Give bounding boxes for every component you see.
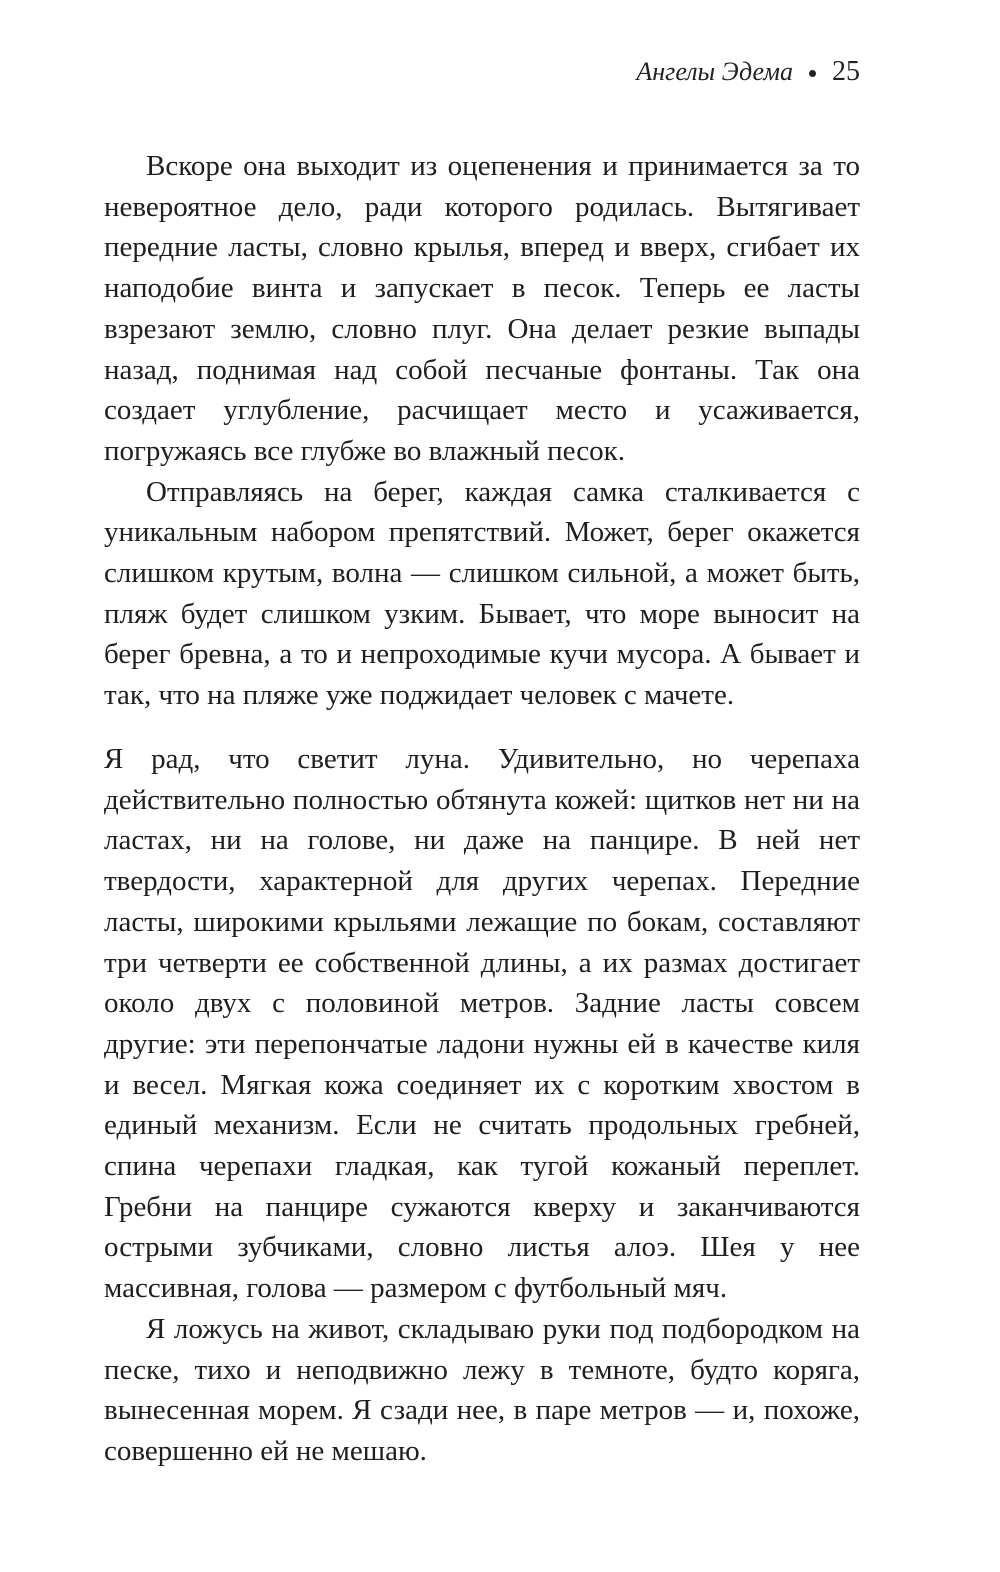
paragraph-2: Отправляясь на берег, каждая самка сталкивается с уникальным набором препятствий. Может, берег окажется слишком крутым, волна — слишком сильной, а может быть, пляж будет слишком узким. Бывает, что море выносит на берег бревна, а то и непроходимые кучи мусора. А бывает и так, что на пляже уже поджидает человек с мачете.: [104, 475, 860, 712]
text-section-1: [104, 146, 860, 716]
paragraph-4: Я ложусь на живот, складываю руки под подбородком на песке, тихо и неподвижно лежу в темноте, будто коряга, вынесенная морем. Я сзади нее, в паре метров — и, похоже, совершенно ей не мешаю.: [104, 1312, 860, 1467]
paragraph-3: Я рад, что светит луна. Удивительно, но черепаха действительно полностью обтянута кожей: щитков нет ни на ластах, ни на голове, ни даже на панцире. В ней нет твердости, характерной для других черепах. Передние ласты, широкими крыльями лежащие по бокам, составляют три четверти ее собственной длины, а их размах достигает около двух с половиной метров. Задние ласты совсем другие: эти перепончатые ладони нужны ей в качестве киля и весел. Мягкая кожа соединяет их с коротким хвостом в единый механизм. Если не считать продольных гребней, спина черепахи гладкая, как тугой кожаный переплет. Гребни на панцире сужаются кверху и заканчиваются острыми зубчиками, словно листья алоэ. Шея у нее массивная, голова — размером с футбольный мяч.: [104, 743, 860, 1305]
text-section-2: [104, 739, 860, 1472]
running-header-title: Ангелы Эдема: [636, 57, 793, 86]
header-separator-bullet: [809, 70, 816, 77]
running-header: [636, 54, 860, 90]
paragraph-1: Вскоре она выходит из оцепенения и принимается за то невероятное дело, ради которого родилась. Вытягивает передние ласты, словно крылья, вперед и вверх, сгибает их наподобие винта и запускает в песок. Теперь ее ласты взрезают землю, словно плуг. Она делает резкие выпады назад, поднимая над собой песчаные фонтаны. Так она создает углубление, расчищает место и усаживается, погружаясь все глубже во влажный песок.: [104, 150, 860, 467]
page-number: 25: [832, 56, 860, 87]
